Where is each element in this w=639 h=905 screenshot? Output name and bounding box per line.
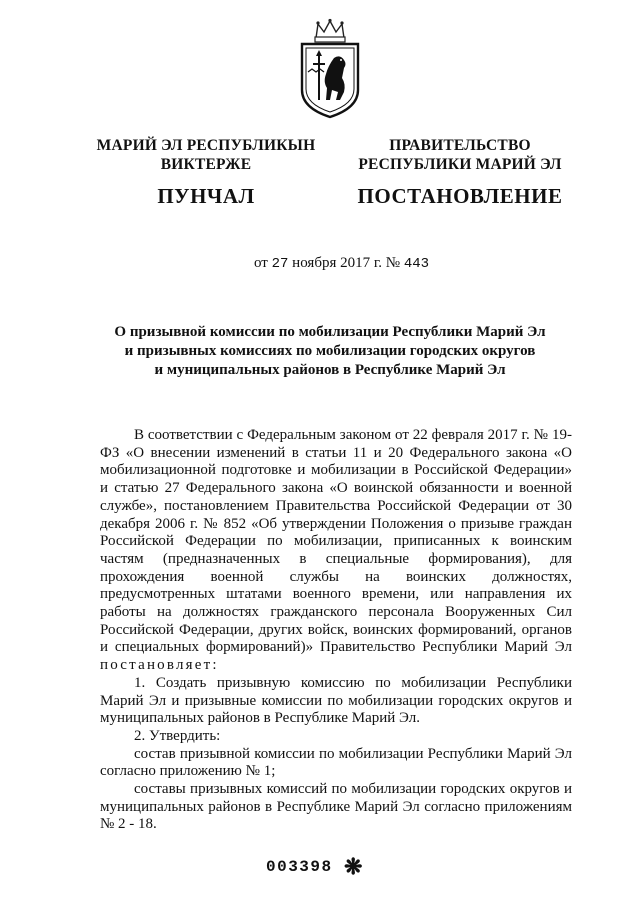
coat-of-arms-icon — [294, 18, 366, 120]
serial-number: 003398 — [266, 858, 333, 876]
clause-2b: составы призывных комиссий по мобилизации городских округов и муниципальных районов в Республике Марий Эл согласно приложениям № 2 - 18. — [100, 781, 572, 833]
header-left-doc-type: ПУНЧАЛ — [157, 184, 255, 208]
document-number: 443 — [403, 256, 430, 272]
clause-1: 1. Создать призывную комиссию по мобилизации Республики Марий Эл и призывные комиссии по мобилизации городских округов и муниципальных районов в Республике Марий Эл. — [100, 674, 572, 727]
preamble-paragraph — [100, 427, 572, 675]
date-month-year: ноября 2017 г. № — [292, 255, 401, 271]
preamble-end: Правительство Республики Марий Эл — [319, 639, 573, 656]
clause-2a: состав призывной комиссии по мобилизации Республики Марий Эл согласно приложению № 1; — [100, 745, 572, 780]
document-title — [70, 323, 590, 380]
title-line: и призывных комиссиях по мобилизации городских округов — [124, 343, 536, 359]
header-right-line1: ПРАВИТЕЛЬСТВО — [389, 137, 531, 154]
header-left-line2: ВИКТЕРЖЕ — [160, 156, 252, 173]
footer — [266, 854, 416, 879]
header-right-doc-type: ПОСТАНОВЛЕНИЕ — [357, 184, 563, 208]
header-right-block — [345, 136, 575, 206]
header-right-line2: РЕСПУБЛИКИ МАРИЙ ЭЛ — [358, 156, 562, 173]
preamble-text: В соответствии с Федеральным законом от 22 февраля 2017 г. № 19-ФЗ «О внесении изменений в статьи 11 и 20 Федерального закона «О мобилизационной подготовке и мобилизации в Российской Федерации» и статью 27 Федерального закона «О воинской обязанности и военной службе», постановлением Правительства Российской Федерации от 30 декабря 2006 г. № 852 «Об утверждении Положения о призыве граждан Российской Федерации по мобилизации, приписанных к воинским частям (предназначенных в специальные формирования), для прохождения военной службы на воинских должностях, предусмотренных штатами военного времени, или направления их работы на должностях гражданского персонала Вооруженных Сил Российской Федерации, других войск, воинских формирований, органов и специальных формирований)» — [100, 427, 572, 656]
clause-2: 2. Утвердить: — [134, 727, 221, 744]
document-body — [100, 427, 572, 834]
header-left-line1: МАРИЙ ЭЛ РЕСПУБЛИКЫН — [96, 137, 316, 154]
decree-word: постановляет: — [100, 657, 219, 674]
date-day: 27 — [271, 256, 289, 272]
asterisk-mark: ❋ — [344, 854, 363, 879]
date-prefix: от — [254, 255, 268, 271]
header-left-block — [62, 136, 350, 206]
date-line — [254, 255, 429, 272]
title-line: О призывной комиссии по мобилизации Республики Марий Эл — [114, 324, 546, 340]
title-line: и муниципальных районов в Республике Марий Эл — [154, 362, 506, 378]
